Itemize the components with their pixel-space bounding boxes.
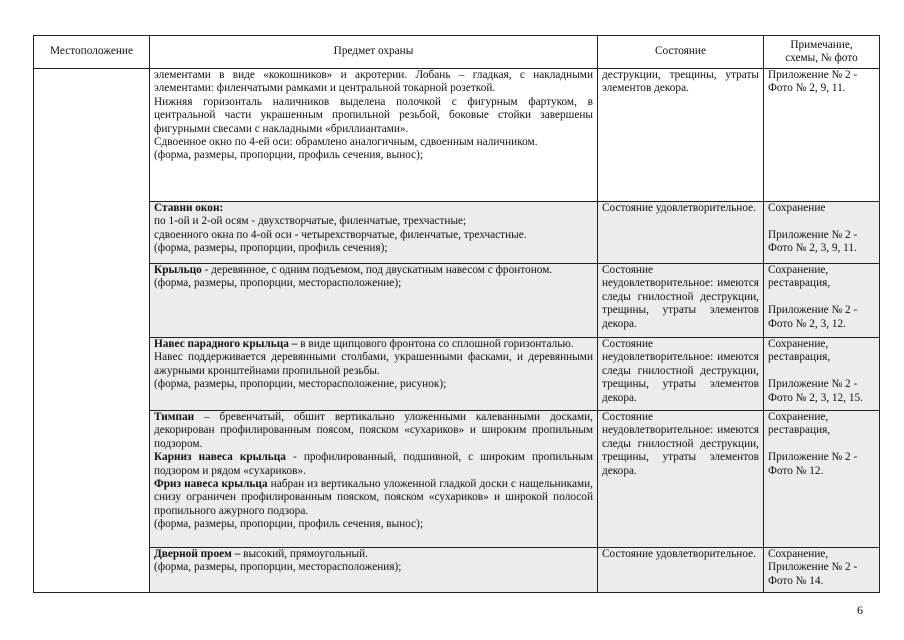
note-text: Приложение № 2 - Фото № 2, 3, 12, 15. [768, 378, 863, 404]
note-text: Приложение № 2 - Фото № 2, 9, 11. [768, 69, 858, 95]
note-text: Сохранение, реставрация, [768, 411, 831, 437]
subject-text-rest: высокий, прямоугольный. [240, 548, 368, 560]
state-text: Состояние удовлетворительное. [602, 202, 756, 214]
subject-heading: Дверной проем – [154, 548, 241, 560]
subject-text: (форма, размеры, пропорции, месторасположение, рисунок); [154, 378, 447, 391]
subject-text [154, 478, 593, 518]
subject-text: (форма, размеры, пропорции, профиль сечения, вынос); [154, 518, 424, 531]
state-text: Состояние удовлетворительное. [602, 548, 756, 560]
subject-cell [150, 69, 598, 202]
note-text: Сохранение, реставрация, [768, 338, 831, 364]
note-cell [764, 548, 880, 593]
state-text: Состояние неудовлетворительное: имеются следы гнилостной деструкции, трещины, утраты элементов декора. [602, 411, 759, 477]
table-row [34, 69, 880, 202]
location-cell [34, 69, 150, 593]
header-note-line2: схемы, № фото [785, 52, 858, 64]
state-cell [598, 338, 764, 411]
subject-text: Нижняя горизонталь наличников выделена полочкой с фигурным фартуком, в центральной части украшенным пропильной резьбой, боковые стойки завершены фигурными свесами с накладными «бриллиантами». [154, 95, 593, 135]
subject-heading: Карниз навеса крыльца [154, 451, 286, 464]
table-row [34, 202, 880, 264]
note-spacer [768, 291, 875, 304]
note-spacer [768, 438, 875, 451]
note-cell [764, 69, 880, 202]
subject-text [154, 411, 593, 451]
subject-cell [150, 338, 598, 411]
subject-text: (форма, размеры, пропорции, профиль сечения); [154, 242, 388, 255]
subject-heading: Крыльцо [154, 264, 202, 276]
header-note-line1: Примечание, [790, 38, 853, 51]
subject-text [154, 264, 593, 277]
state-cell [598, 202, 764, 264]
subject-heading: Ставни окон: [154, 202, 224, 214]
subject-text: по 1-ой и 2-ой осям - двухстворчатые, филенчатые, трехчастные; [154, 215, 467, 228]
subject-text [154, 548, 593, 561]
state-cell [598, 264, 764, 338]
state-text: Состояние неудовлетворительное: имеются следы гнилостной деструкции, трещины, утраты элементов декора. [602, 338, 759, 404]
state-cell [598, 69, 764, 202]
subject-text: Навес поддерживается деревянными столбами, украшенными фасками, и деревянными ажурными кронштейнами пропильной резьбы. [154, 351, 593, 377]
note-text: Сохранение, реставрация, [768, 264, 831, 290]
state-cell [598, 411, 764, 548]
note-text: Приложение № 2 - Фото № 12. [768, 451, 858, 477]
subject-text-rest: - деревянное, с одним подъемом, под двускатным навесом с фронтоном. [201, 264, 553, 276]
subject-text: (форма, размеры, пропорции, месторасположение); [154, 277, 402, 290]
note-text: Сохранение, Приложение № 2 - Фото № 14. [768, 548, 858, 587]
note-spacer [768, 215, 875, 228]
note-text: Сохранение [768, 202, 826, 214]
subject-text-rest: - профилированный, подшивной, с широким пропильным подзором и рядом «сухариков». [154, 451, 593, 477]
note-cell [764, 264, 880, 338]
subject-text: элементами в виде «кокошников» и акротерии. Лобань – гладкая, с накладными элементами: филенчатыми рамками и центральной токарной розеткой. [154, 69, 593, 95]
state-text: деструкции, трещины, утраты элементов декора. [602, 69, 759, 95]
header-subject: Предмет охраны [150, 36, 598, 69]
subject-cell [150, 202, 598, 264]
note-text: Приложение № 2 - Фото № 2, 3, 9, 11. [768, 228, 858, 255]
note-cell [764, 411, 880, 548]
protection-subject-table [33, 35, 880, 593]
header-note [764, 36, 880, 69]
subject-cell [150, 264, 598, 338]
subject-heading: Фриз навеса крыльца [154, 478, 268, 491]
subject-text-rest: – бревенчатый, обшит вертикально уложенными калеванными досками, декорирован профилированным поясом, пояском «сухариков» и широким пропильным подзором. [154, 411, 593, 450]
table-row [34, 548, 880, 593]
subject-text-rest: набран из вертикально уложенной гладкой доски с нащельниками, снизу ограничен профилированным пояском, пояском «сухариков» и широкой полосой пропильного ажурного подзора. [154, 478, 594, 517]
state-cell [598, 548, 764, 593]
table-row [34, 264, 880, 338]
note-cell [764, 338, 880, 411]
state-text: Состояние неудовлетворительное: имеются следы гнилостной деструкции, трещины, утраты элементов декора. [602, 264, 759, 330]
note-text: Приложение № 2 - Фото № 2, 3, 12. [768, 304, 858, 330]
subject-text: сдвоенного окна по 4-ой оси - четырехстворчатые, филенчатые, трехчастные. [154, 228, 527, 241]
header-location: Местоположение [34, 36, 150, 69]
note-cell [764, 202, 880, 264]
header-state: Состояние [598, 36, 764, 69]
table-row [34, 411, 880, 548]
subject-heading: Тимпан [154, 411, 195, 423]
subject-text: Сдвоенное окно по 4-ей оси: обрамлено аналогичным, сдвоенным наличником. [154, 136, 538, 149]
subject-text [154, 451, 593, 478]
table-header-row [34, 36, 880, 69]
table-row [34, 338, 880, 411]
subject-text: (форма, размеры, пропорции, месторасположения); [154, 561, 402, 574]
subject-heading: Навес парадного крыльца – [154, 338, 298, 350]
subject-text: (форма, размеры, пропорции, профиль сечения, вынос); [154, 149, 424, 162]
subject-cell [150, 411, 598, 548]
page-number: 6 [857, 603, 863, 617]
subject-text [154, 338, 593, 351]
note-spacer [768, 365, 875, 378]
subject-cell [150, 548, 598, 593]
subject-text-rest: в виде щипцового фронтона со сплошной горизонталью. [297, 338, 574, 350]
